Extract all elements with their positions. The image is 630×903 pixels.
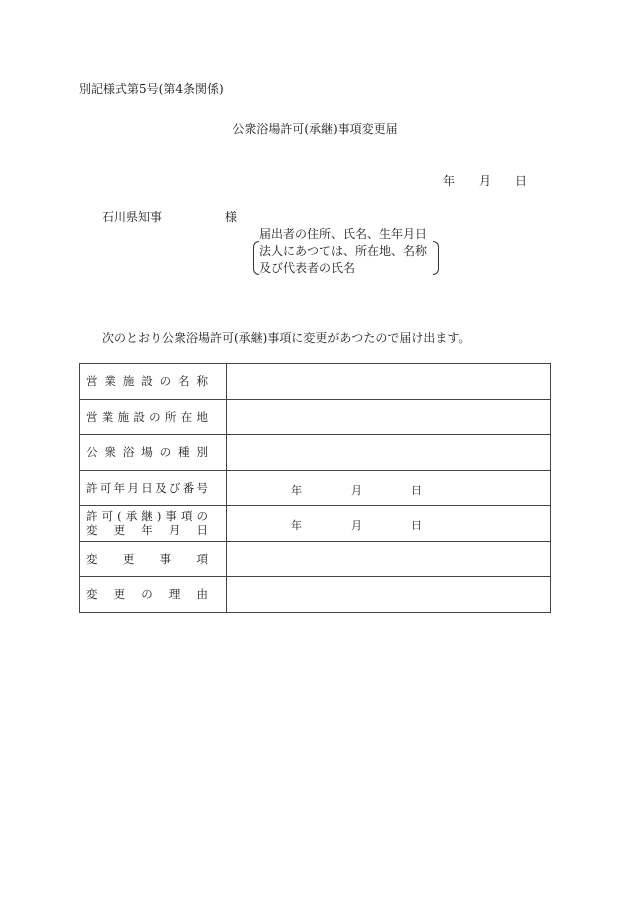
row-label-text: 変 更 の 理 由 <box>86 587 208 602</box>
table-row <box>80 541 551 577</box>
row-label-bath-type <box>80 435 227 471</box>
date-month: 月 <box>479 174 492 188</box>
table-row <box>80 470 551 506</box>
form-number-label: 別記様式第5号(第4条関係) <box>79 82 224 96</box>
field-bath-type[interactable] <box>227 435 551 471</box>
field-changed-items[interactable] <box>227 541 551 577</box>
table-row <box>80 399 551 435</box>
change-year: 年 <box>291 519 302 532</box>
table-row <box>80 577 551 613</box>
row-label-text: 変 更 年 月 日 <box>86 523 208 538</box>
row-label-text: 公 衆 浴 場 の 種 別 <box>86 445 208 460</box>
row-label-text: 許 可 年 月 日 及 び 番 号 <box>86 480 208 495</box>
addressee-honorific: 様 <box>225 210 238 224</box>
permit-month: 月 <box>351 483 362 497</box>
row-label-change-reason <box>80 577 227 613</box>
applicant-line-2: 法人にあつては、所在地、名称 <box>259 244 428 258</box>
field-facility-address[interactable] <box>227 399 551 435</box>
date-day: 日 <box>515 174 528 188</box>
applicant-line-1: 届出者の住所、氏名、生年月日 <box>259 227 428 241</box>
field-permit-date-number[interactable] <box>227 470 551 506</box>
table-row <box>80 506 551 542</box>
change-month: 月 <box>351 519 362 532</box>
field-change-date[interactable] <box>227 506 551 542</box>
date-year: 年 <box>443 174 456 188</box>
field-change-reason[interactable] <box>227 577 551 613</box>
row-label-changed-items <box>80 541 227 577</box>
row-label-text: 営 業 施 設 の 名 称 <box>86 374 208 389</box>
row-label-text: 営 業 施 設 の 所 在 地 <box>86 409 208 424</box>
permit-year: 年 <box>291 483 302 497</box>
change-day: 日 <box>411 519 422 532</box>
permit-day: 日 <box>411 483 422 497</box>
row-label-permit-date-number <box>80 470 227 506</box>
row-label-text: 変 更 事 項 <box>86 551 208 566</box>
table-row <box>80 364 551 400</box>
field-facility-name[interactable] <box>227 364 551 400</box>
row-label-facility-address <box>80 399 227 435</box>
applicant-line-3: 及び代表者の氏名 <box>259 261 356 275</box>
row-label-text: 許 可 ( 承 継 ) 事 項 の <box>86 509 208 524</box>
table-row <box>80 435 551 471</box>
intro-statement: 次のとおり公衆浴場許可(承継)事項に変更があつたので届け出ます。 <box>102 331 471 345</box>
form-table <box>79 363 551 613</box>
submission-date <box>443 172 527 189</box>
addressee: 石川県知事 <box>102 210 163 224</box>
bracket-right <box>433 241 439 275</box>
document-title: 公衆浴場許可(承継)事項変更届 <box>232 122 398 136</box>
row-label-facility-name <box>80 364 227 400</box>
row-label-change-date <box>80 506 227 542</box>
